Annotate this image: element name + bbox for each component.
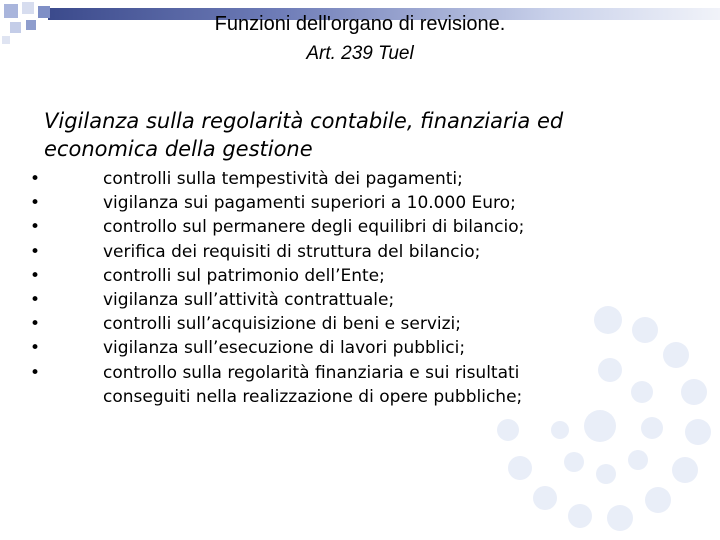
bullet-icon: • — [29, 265, 41, 286]
list-item-text: controlli sulla tempestività dei pagamenti; — [103, 169, 463, 189]
bullet-icon: • — [29, 362, 41, 383]
list-item-text: controllo sulla regolarità finanziaria e sui risultati conseguiti nella realizzazione di opere pubbliche; — [103, 362, 523, 407]
list-item-text: controlli sull’acquisizione di beni e servizi; — [103, 314, 461, 335]
list-item-text: vigilanza sui pagamenti superiori a 10.000 Euro; — [103, 193, 516, 214]
list-item-text: controlli sul patrimonio dell’Ente; — [103, 265, 385, 286]
list-item-text: vigilanza sull’esecuzione di lavori pubblici; — [103, 338, 466, 359]
bullet-icon: • — [29, 217, 41, 238]
bullet-icon: • — [29, 241, 41, 262]
list-item-text: vigilanza sull’attività contrattuale; — [103, 290, 395, 311]
list-item — [29, 336, 623, 360]
list-item — [29, 288, 623, 312]
list-item-text: controllo sul permanere degli equilibri di bilancio; — [103, 217, 525, 238]
bullet-list — [29, 167, 623, 409]
list-item — [29, 361, 623, 409]
slide-title: Funzioni dell'organo di revisione. — [214, 13, 506, 35]
bullet-icon: • — [29, 169, 41, 189]
list-item — [29, 264, 623, 288]
list-item — [29, 240, 623, 264]
list-item-text: verifica dei requisiti di struttura del bilancio; — [103, 241, 481, 262]
bullet-icon: • — [29, 338, 41, 359]
section-heading: Vigilanza sulla regolarità contabile, finanziaria ed economica della gestione — [44, 109, 564, 161]
bullet-icon: • — [29, 290, 41, 311]
bullet-icon: • — [29, 314, 41, 335]
slide-subtitle: Art. 239 Tuel — [306, 43, 414, 64]
list-item — [29, 312, 623, 336]
bullet-icon: • — [29, 193, 41, 214]
list-item — [29, 167, 623, 191]
corner-squares-decoration — [0, 0, 60, 50]
list-item — [29, 191, 623, 215]
list-item — [29, 215, 623, 239]
